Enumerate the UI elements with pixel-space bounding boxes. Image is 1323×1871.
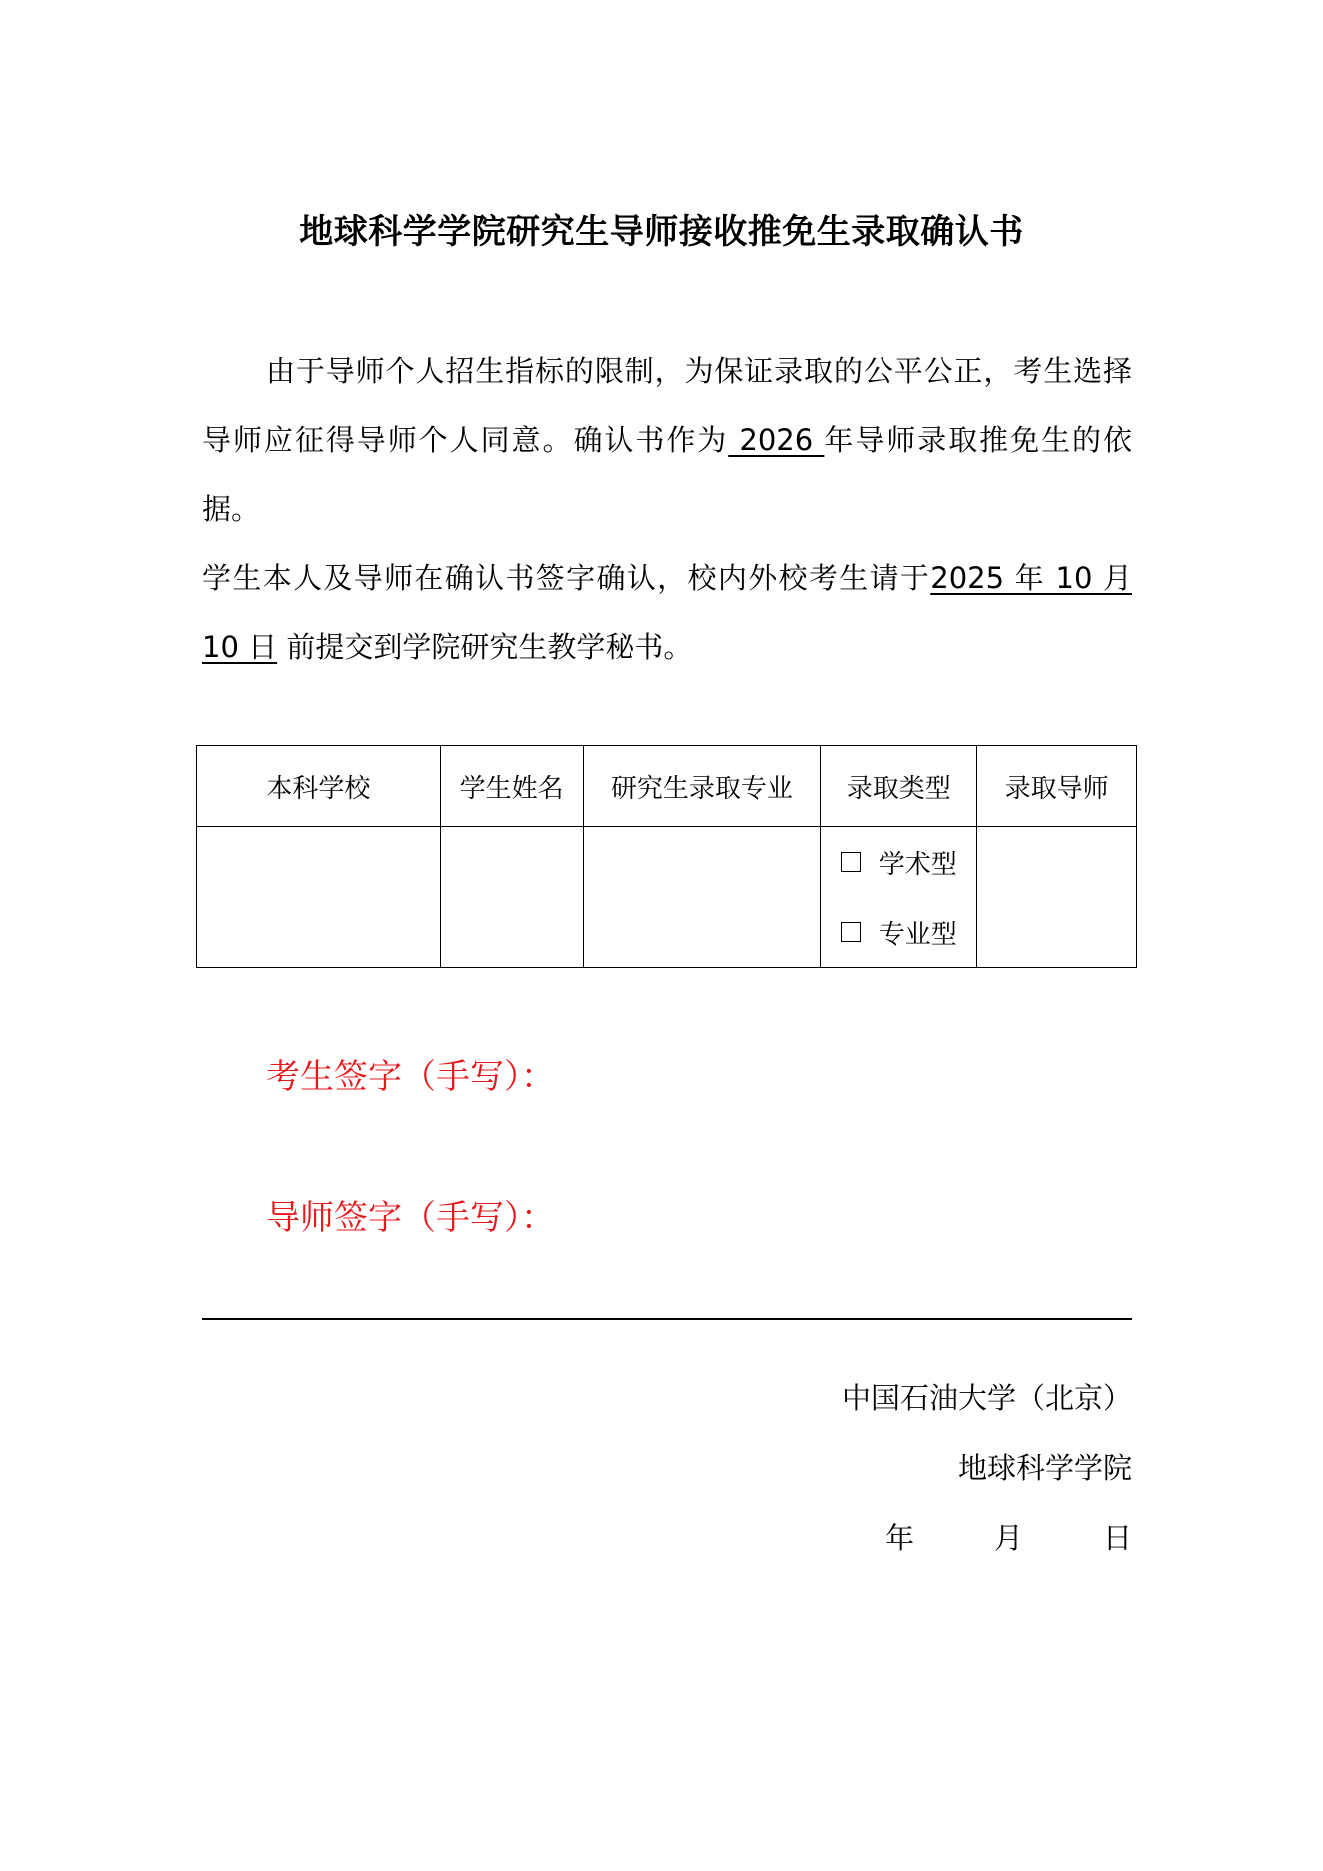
option-professional-label: 专业型 [878,919,957,950]
intro-text-b: 年导师录取推免生的依据。 [202,423,1132,526]
header-undergrad-school: 本科学校 [197,746,441,827]
checkbox-academic[interactable] [841,852,861,872]
school-name: 地球科学学院 [957,1451,1132,1485]
submit-text-a: 学生本人及导师在确认书签字确认，校内外校考生请于 [202,561,931,595]
table-header-row [197,746,1137,827]
university-name: 中国石油大学（北京） [841,1381,1132,1415]
divider-line [202,1318,1132,1320]
table-row [197,827,1137,968]
option-professional[interactable] [821,897,976,967]
header-admission-type: 录取类型 [821,746,977,827]
student-signature-label: 考生签字（手写）： [266,1057,555,1097]
submit-text-b: 前提交到学院研究生教学秘书。 [277,630,693,664]
day-label: 日 [1102,1521,1132,1555]
header-student-name: 学生姓名 [440,746,583,827]
cell-student-name[interactable] [440,827,583,968]
advisor-signature-label: 导师签字（手写）： [266,1198,555,1238]
cell-admission-type [821,827,977,968]
cell-advisor[interactable] [977,827,1137,968]
page-title: 地球科学学院研究生导师接收推免生录取确认书 [299,212,1024,252]
option-academic[interactable] [821,827,976,897]
date-line [885,1518,1132,1558]
intro-year: 2026 [728,423,825,457]
cell-undergrad-school[interactable] [197,827,441,968]
admission-form-table [196,745,1137,968]
month-label: 月 [993,1521,1023,1555]
submit-deadline: 2025 年 10 月 10 日 [202,561,1132,664]
intro-paragraph [202,337,1132,544]
header-major: 研究生录取专业 [583,746,821,827]
submit-paragraph [202,544,1132,682]
cell-major[interactable] [583,827,821,968]
option-academic-label: 学术型 [878,849,957,880]
intro-text-a: 由于导师个人招生指标的限制，为保证录取的公平公正，考生选择导师应征得导师个人同意。确认书作为 [202,354,1132,457]
year-label: 年 [884,1521,914,1555]
header-advisor: 录取导师 [977,746,1137,827]
checkbox-professional[interactable] [841,922,861,942]
